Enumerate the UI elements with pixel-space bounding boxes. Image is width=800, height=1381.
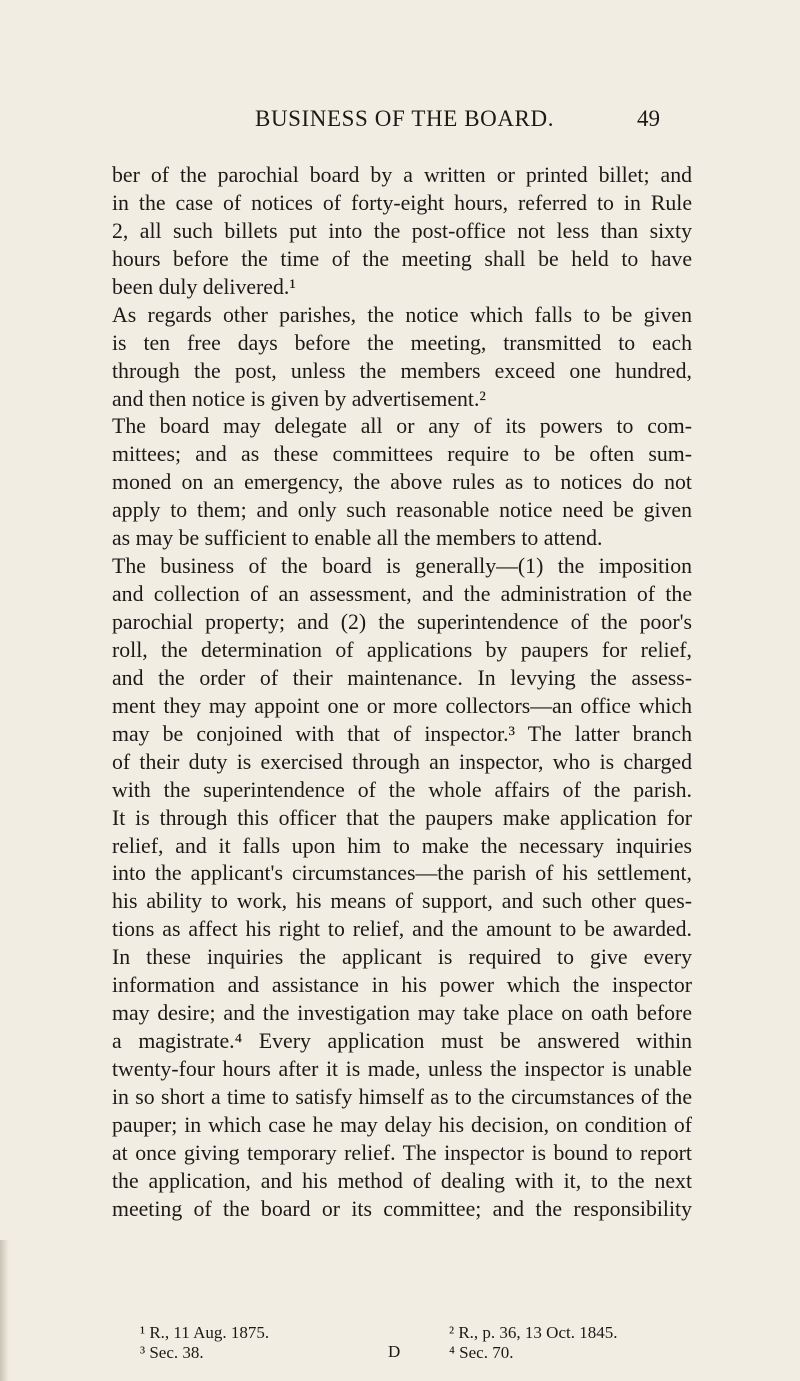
text-line: information and assistance in his power which the inspector: [112, 973, 692, 998]
text-line: been duly delivered.¹: [112, 274, 296, 299]
text-line: As regards other parishes, the notice which falls to be given: [112, 302, 692, 327]
text-line: mittees; and as these committees require to be often sum-: [112, 442, 692, 467]
footnote-2: ² R., p. 36, 13 Oct. 1845.: [449, 1323, 618, 1342]
footnote-3: ³ Sec. 38.: [140, 1343, 204, 1362]
text-line: ment they may appoint one or more collectors—an office which: [112, 693, 692, 718]
text-line: his ability to work, his means of support, and such other ques-: [112, 889, 692, 914]
text-line: In these inquiries the applicant is required to give every: [112, 945, 692, 970]
text-line: at once giving temporary relief. The inspector is bound to report: [112, 1140, 692, 1165]
text-line: may desire; and the investigation may take place on oath before: [112, 1001, 692, 1026]
footnote-row: [112, 1323, 692, 1343]
text-line: 2, all such billets put into the post-office not less than sixty: [112, 218, 692, 243]
text-line: tions as affect his right to relief, and the amount to be awarded.: [112, 917, 692, 942]
text-line: relief, and it falls upon him to make the necessary inquiries: [112, 833, 692, 858]
body-text: [112, 162, 692, 1224]
text-line: It is through this officer that the paupers make application for: [112, 805, 692, 830]
text-line: a magistrate.⁴ Every application must be answered within: [112, 1029, 692, 1054]
page-header: [0, 106, 800, 136]
text-line: parochial property; and (2) the superintendence of the poor's: [112, 610, 692, 634]
text-line: into the applicant's circumstances—the parish of his settlement,: [112, 861, 692, 886]
text-line: is ten free days before the meeting, transmitted to each: [112, 330, 692, 355]
text-line: in the case of notices of forty-eight hours, referred to in Rule: [112, 190, 692, 215]
text-line: meeting of the board or its committee; and the responsibility: [112, 1196, 692, 1221]
text-line: with the superintendence of the whole affairs of the parish.: [112, 777, 692, 802]
text-line: apply to them; and only such reasonable notice need be given: [112, 498, 692, 523]
text-line: ber of the parochial board by a written or printed billet; and: [112, 163, 692, 187]
footnotes: [112, 1323, 692, 1363]
footnote-row: [112, 1343, 692, 1363]
text-line: in so short a time to satisfy himself as to the circumstances of the: [112, 1084, 692, 1109]
text-line: of their duty is exercised through an inspector, who is charged: [112, 749, 692, 774]
text-line: The board may delegate all or any of its powers to com-: [112, 414, 692, 439]
text-line: The business of the board is generally—(1) the imposition: [112, 554, 692, 579]
text-line: twenty-four hours after it is made, unless the inspector is unable: [112, 1057, 692, 1081]
signature-mark: D: [388, 1342, 401, 1361]
text-line: the application, and his method of dealing with it, to the next: [112, 1168, 692, 1193]
text-line: and collection of an assessment, and the administration of the: [112, 582, 692, 607]
text-line: through the post, unless the members exceed one hundred,: [112, 358, 692, 383]
footnote-1: ¹ R., 11 Aug. 1875.: [140, 1323, 270, 1342]
text-line: may be conjoined with that of inspector.³ The latter branch: [112, 721, 692, 746]
footnote-4: ⁴ Sec. 70.: [449, 1343, 514, 1362]
text-line: moned on an emergency, the above rules as to notices do not: [112, 470, 692, 495]
text-line: roll, the determination of applications by paupers for relief,: [112, 637, 692, 662]
text-line: as may be sufficient to enable all the members to attend.: [112, 526, 603, 551]
text-line: and then notice is given by advertisement.²: [112, 386, 486, 411]
text-line: hours before the time of the meeting shall be held to have: [112, 246, 692, 271]
page-edge-shadow: [0, 1240, 9, 1381]
text-line: and the order of their maintenance. In levying the assess-: [112, 665, 692, 690]
running-head: BUSINESS OF THE BOARD.: [255, 106, 555, 131]
page-number: 49: [637, 106, 660, 131]
text-line: pauper; in which case he may delay his decision, on condition of: [112, 1112, 692, 1137]
